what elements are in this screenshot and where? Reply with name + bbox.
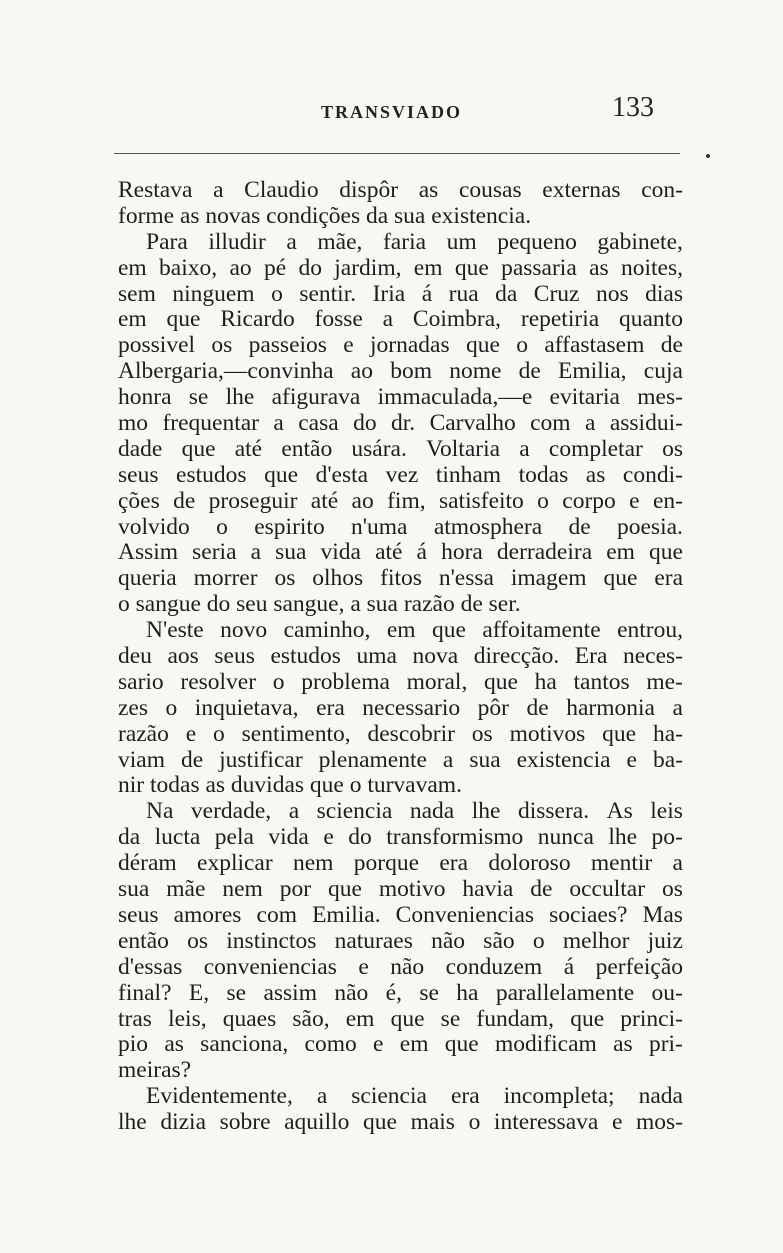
text-line: volvido o espirito n'uma atmosphera de poesia. — [118, 513, 683, 540]
body-text — [118, 178, 683, 1136]
text-line: forme as novas condições da sua existencia. — [118, 202, 532, 229]
text-line: sario resolver o problema moral, que ha tantos me- — [118, 668, 683, 695]
text-line: então os instinctos naturaes não são o melhor juiz — [118, 927, 683, 954]
ink-speck — [706, 154, 710, 158]
text-line: deu aos seus estudos uma nova direcção. Era neces- — [118, 643, 683, 670]
text-line: sem ninguem o sentir. Iria á rua da Cruz nos dias — [118, 280, 683, 307]
text-line: da lucta pela vida e do transformismo nunca lhe po- — [118, 824, 683, 851]
text-line: déram explicar nem porque era doloroso mentir a — [118, 850, 683, 877]
text-line: Restava a Claudio dispôr as cousas externas con- — [118, 177, 683, 203]
text-line: dade que até então usára. Voltaria a completar os — [118, 435, 683, 462]
text-line: queria morrer os olhos fitos n'essa imagem que era — [118, 565, 683, 592]
text-line: honra se lhe afigurava immaculada,—e evitaria mes- — [118, 384, 683, 411]
text-line: mo frequentar a casa do dr. Carvalho com a assidui- — [118, 410, 683, 437]
text-line: viam de justificar plenamente a sua existencia e ba- — [118, 746, 683, 773]
text-line: pio as sanciona, como e em que modificam as pri- — [118, 1031, 683, 1058]
text-line: zes o inquietava, era necessario pôr de harmonia a — [118, 694, 683, 721]
running-title: TRANSVIADO — [320, 102, 463, 122]
text-line: em baixo, ao pé do jardim, em que passaria as noites, — [118, 254, 683, 281]
text-line: lhe dizia sobre aquillo que mais o interessava e mos- — [118, 1109, 683, 1136]
text-line: em que Ricardo fosse a Coimbra, repetiria quanto — [118, 306, 683, 333]
text-line: Assim seria a sua vida até á hora derradeira em que — [118, 539, 683, 566]
paragraph-first-line: N'este novo caminho, em que affoitamente entrou, — [146, 617, 683, 644]
paragraph-first-line: Evidentemente, a sciencia era incompleta; nada — [146, 1083, 683, 1110]
header-rule — [114, 153, 680, 154]
text-line: seus amores com Emilia. Conveniencias sociaes? Mas — [118, 901, 683, 928]
text-line: ções de proseguir até ao fim, satisfeito o corpo e en- — [118, 487, 683, 514]
text-line: d'essas conveniencias e não conduzem á perfeição — [118, 953, 683, 980]
paragraph-first-line: Na verdade, a sciencia nada lhe dissera. As leis — [146, 798, 683, 825]
text-line: o sangue do seu sangue, a sua razão de ser. — [118, 591, 521, 618]
paragraph-first-line: Para illudir a mãe, faria um pequeno gabinete, — [146, 228, 683, 255]
text-line: seus estudos que d'esta vez tinham todas as condi- — [118, 461, 683, 488]
text-line: possivel os passeios e jornadas que o affastasem de — [118, 332, 683, 359]
text-line: final? E, se assim não é, se ha parallelamente ou- — [118, 979, 683, 1006]
text-line: nir todas as duvidas que o turvavam. — [118, 772, 462, 799]
text-line: Albergaria,—convinha ao bom nome de Emilia, cuja — [118, 358, 683, 385]
text-line: sua mãe nem por que motivo havia de occultar os — [118, 876, 683, 903]
text-line: tras leis, quaes são, em que se fundam, que princi- — [118, 1005, 683, 1032]
page-number: 133 — [612, 92, 654, 123]
text-line: razão e o sentimento, descobrir os motivos que ha- — [118, 720, 683, 747]
text-line: meiras? — [118, 1057, 192, 1084]
